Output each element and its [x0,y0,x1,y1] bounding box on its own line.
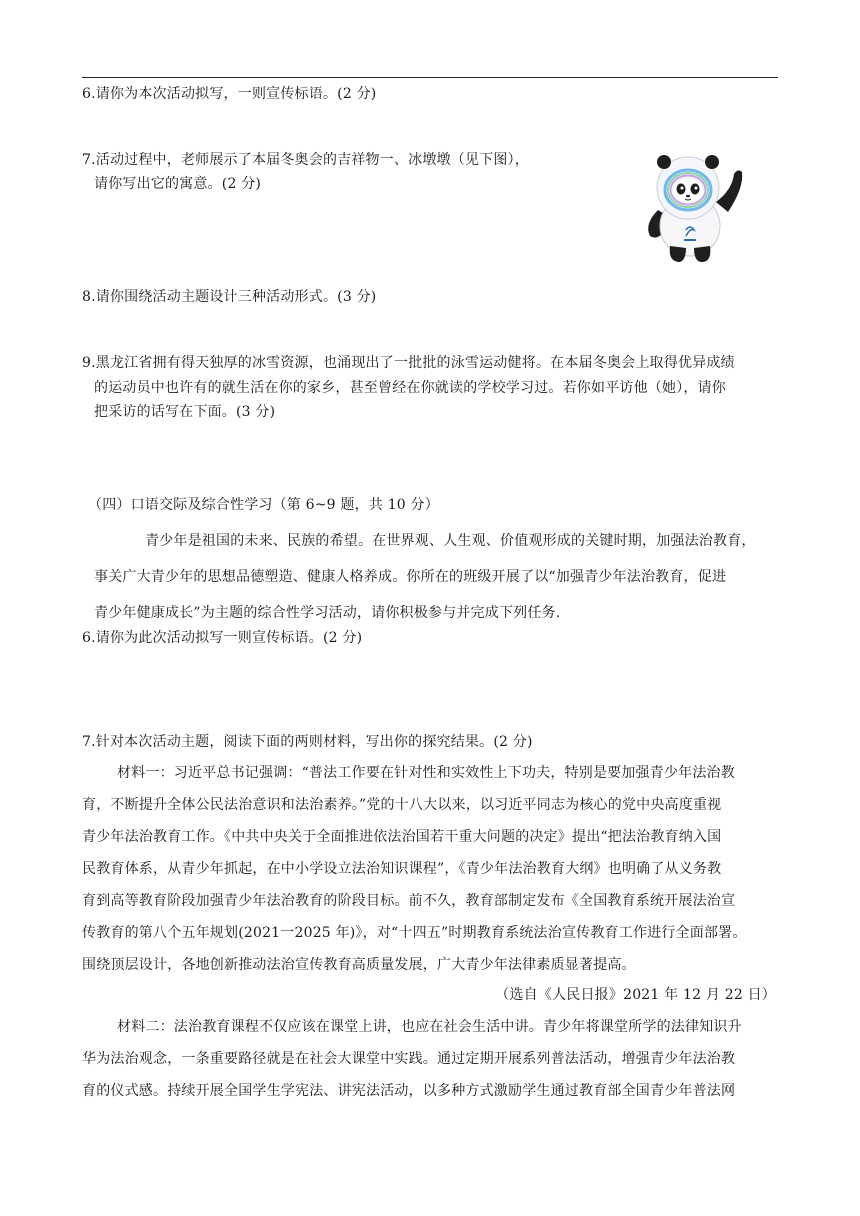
question-6-slogan: 6.请你为本次活动拟写，一则宣传标语。(2 分) [82,86,377,102]
material2-line3: 育的仪式感。持续开展全国学生学宪法、讲宪法活动，以多种方式激励学生通过教育部全国青少年普法网 [82,1083,736,1099]
material1-line5: 育到高等教育阶段加强青少年法治教育的阶段目标。前不久，教育部制定发布《全国教育系统开展法治宣 [82,893,736,909]
material1-line7: 围绕顶层设计，各地创新推动法治宣传教育高质量发展，广大青少年法律素质显著提高。 [82,957,636,973]
material1-line1: 材料一：习近平总书记强调：“普法工作要在针对性和实效性上下功夫，特别是要加强青少年法治教 [117,765,735,781]
question-7-mascot-line2: 请你写出它的寓意。(2 分) [94,176,262,192]
intro-line3: 青少年健康成长”为主题的综合性学习活动，请你积极参与并完成下列任务. [94,605,561,621]
material1-line4: 民教育体系，从青少年抓起，在中小学设立法治知识课程”，《青少年法治教育大纲》也明确了从义务教 [82,861,722,877]
material1-line3: 青少年法治教育工作。《中共中央关于全面推进依法治国若干重大问题的决定》提出“把法治教育纳入国 [82,829,722,845]
bing-dwen-dwen-mascot-image [636,150,746,265]
question-9-line1: 9.黑龙江省拥有得天独厚的冰雪资源，也涌现出了一批批的泳雪运动健将。在本届冬奥会上取得优异成绩 [82,355,735,371]
intro-line2: 事关广大青少年的思想品德塑造、健康人格养成。你所在的班级开展了以“加强青少年法治教育，促进 [94,569,727,585]
question-9-line3: 把采访的话写在下面。(3 分) [94,404,276,420]
question-7-materials: 7.针对本次活动主题，阅读下面的两则材料，写出你的探究结果。(2 分) [82,734,533,750]
question-7-mascot-line1: 7.活动过程中，老师展示了本届冬奥会的吉祥物一、冰墩墩（见下图）， [82,152,529,168]
material1-line2: 育，不断提升全体公民法治意识和法治素养。”党的十八大以来，以习近平同志为核心的党中央高度重视 [82,797,722,813]
material2-line2: 华为法治观念，一条重要路径就是在社会大课堂中实践。通过定期开展系列普法活动，增强青少年法治教 [82,1051,736,1067]
material1-line6: 传教育的第八个五年规划(2021一2025 年)》，对“十四五”时期教育系统法治宣传教育工作进行全面部署。 [82,925,747,941]
question-6-law-slogan: 6.请你为此次活动拟写一则宣传标语。(2 分) [82,630,363,646]
top-rule [82,77,778,78]
question-8-activity-forms: 8.请你围绕活动主题设计三种活动形式。(3 分) [82,289,377,305]
section-heading: （四）口语交际及综合性学习（第 6~9 题，共 10 分） [88,497,439,513]
material1-source: （选自《人民日报》2021 年 12 月 22 日） [495,987,776,1003]
intro-line1: 青少年是祖国的未来、民族的希望。在世界观、人生观、价值观形成的关键时期，加强法治教育， [145,533,756,549]
question-9-line2: 的运动员中也许有的就生活在你的家乡，甚至曾经在你就读的学校学习过。若你如平访他（她），请你 [94,380,726,396]
material2-line1: 材料二：法治教育课程不仅应该在课堂上讲，也应在社会生活中讲。青少年将课堂所学的法律知识升 [117,1019,742,1035]
